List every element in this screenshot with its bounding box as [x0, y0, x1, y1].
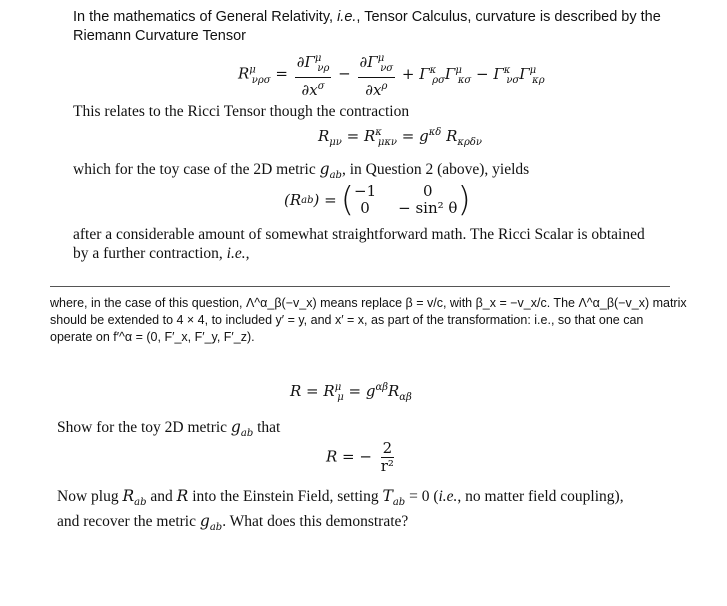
christoffel-terms: + $\Gamma^\kappa_{\rho\sigma}\Gamma^\mu_{\kappa\sigma} - \Gamma^\kappa_{\nu\sigma}\Gamma^\mu_{\kappa\rho}$ — [401, 64, 545, 86]
toy-case-text: which for the toy case of the 2D metric $g_{ab}$, in Question 2 (above), yields — [73, 160, 530, 182]
show-statement: Show for the toy 2D metric $g_{ab}$ that — [57, 418, 281, 440]
ricci-equation: $R_{\mu\nu} = R^\kappa_{\mu\kappa\nu} = g^{\kappa\delta}$ $R_{\kappa\rho\delta\nu}$ — [318, 127, 482, 148]
footnote-separator — [50, 286, 670, 287]
ricci-scalar-equation: $R = R^\mu_\mu = g^{\alpha\beta}R_{\alpha\beta}$ — [290, 382, 412, 403]
final-paragraph: Now plug $R_{ab}$ and R into the Einstein Field, setting $T_{ab} = 0$ (i.e., no matter field coupling), and recover the metric $g_{ab}$. What does this demonstrate? — [57, 487, 624, 534]
ricci-matrix-equation: (R ab ) = ( −1 0 0 − sin² θ ) — [284, 180, 471, 220]
intro-paragraph: In the mathematics of General Relativity, i.e., Tensor Calculus, curvature is described by the Riemann Curvature Tensor — [73, 9, 661, 44]
scalar-result-equation: R = − $\frac{2}{\text{r²}}$ — [326, 439, 394, 475]
right-paren: ) — [457, 180, 471, 220]
frac-dsigma: $\frac{\partial\Gamma^\mu_{\nu\sigma}}{\partial x^\rho}$ — [358, 50, 396, 99]
footnote: where, in the case of this question, Λ^α_β(−v_x) means replace β = v/c, with β_x = −v_x/c. The Λ^α_β(−v_x) matrix should be extended to 4 × 4, to included y′ = y, and x′ = x, as part of the transformation: i.e., so that one can operate on f′^α = (0, F′_x, F′_y, F′_z). — [50, 296, 687, 344]
frac-drho: $\frac{\partial\Gamma^\mu_{\nu\rho}}{\partial x^\sigma}$ — [295, 50, 332, 99]
ricci-matrix: −1 0 0 − sin² θ — [354, 182, 458, 217]
ricci-intro: This relates to the Ricci Tensor though the contraction — [73, 103, 410, 120]
after-math-paragraph: after a considerable amount of somewhat straightforward math. The Ricci Scalar is obtained by a further contraction, i.e., — [73, 226, 645, 262]
left-paren: ( — [340, 180, 354, 220]
riemann-equation: $R^\mu_{\nu\rho\sigma}$ = $\frac{\partial\Gamma^\mu_{\nu\rho}}{\partial x^\sigma}$ − $\frac{\partial\Gamma^\mu_{\nu\sigma}}{\partial x^\rho}$ + $\Gamma^\kappa_{\rho\sigma}\Gamma^\mu_{\kappa\sigma} - \Gamma^\kappa_{\nu\sigma}\Gamma^\mu_{\kappa\rho}$ — [238, 50, 545, 99]
